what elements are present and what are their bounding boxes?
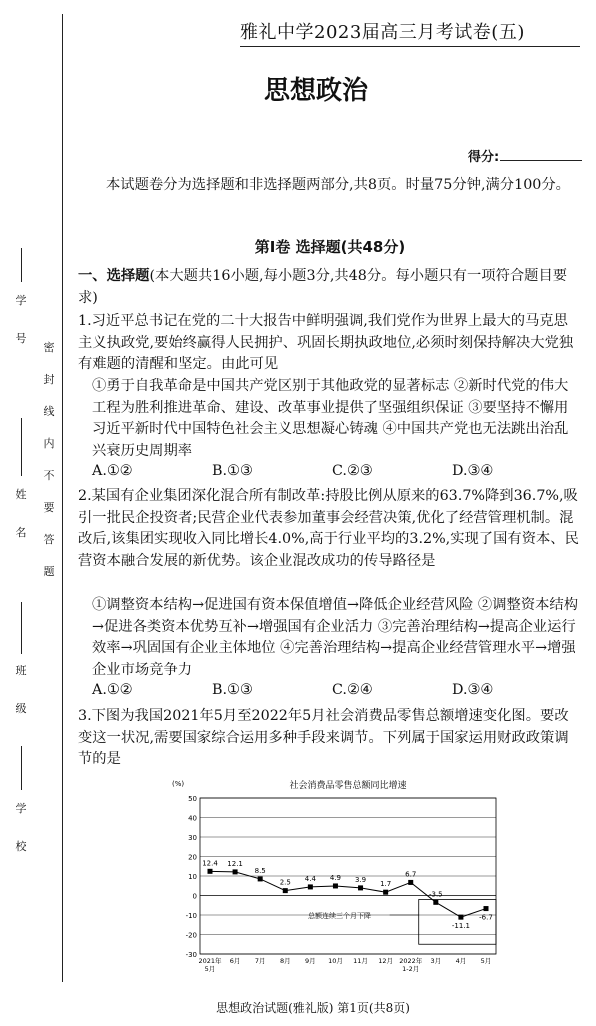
question-2-items: ①调整资本结构→促进国有资本保值增值→降低企业经营风险 ②调整资本结构→促进各类资本优势互补→增强国有企业活力 ③完善治理结构→提高企业运行效率→巩固国有企业主体地位 ④完善治理结构→提高企业经营管理水平→增强企业市场竞争力 — [92, 597, 578, 679]
data-label: 1.7 — [380, 880, 392, 889]
side-rule — [21, 746, 22, 790]
side-label-name: 姓 名 — [15, 488, 27, 539]
y-tick-label: 20 — [188, 853, 197, 862]
option-b[interactable]: B.①③ — [212, 682, 253, 698]
data-point — [283, 888, 288, 893]
data-label: 2.5 — [279, 878, 291, 887]
exam-title: 雅礼中学2023届高三月考试卷(五) — [240, 22, 525, 43]
x-tick-sublabel: 1-2月 — [402, 965, 420, 973]
y-tick-label: -20 — [185, 931, 197, 940]
data-point — [433, 900, 438, 905]
x-tick-label: 10月 — [328, 957, 343, 965]
side-rule — [21, 248, 22, 282]
series-line — [210, 871, 486, 917]
option-a[interactable]: A.①② — [92, 682, 133, 698]
intro-text: 本试题卷分为选择题和非选择题两部分,共8页。时量75分钟,满分100分。 — [106, 177, 570, 193]
x-tick-label: 8月 — [279, 957, 291, 965]
data-label: -6.7 — [479, 913, 493, 922]
data-label: 3.9 — [354, 875, 367, 884]
y-tick-label: -10 — [185, 912, 197, 920]
x-tick-label: 9月 — [305, 957, 316, 965]
option-c[interactable]: C.②③ — [332, 463, 373, 479]
data-label: 6.7 — [405, 870, 417, 879]
binding-line — [62, 14, 63, 982]
x-tick-sublabel: 5月 — [204, 965, 216, 973]
y-tick-label: 30 — [188, 834, 197, 842]
data-label: 4.4 — [304, 874, 316, 883]
score-blank[interactable] — [500, 160, 582, 161]
section-instruction — [78, 266, 582, 309]
page-footer: 思想政治试题(雅礼版) 第1页(共8页) — [216, 1001, 410, 1015]
data-point — [308, 884, 313, 889]
y-tick-label: 40 — [188, 814, 197, 823]
side-rule — [21, 418, 22, 476]
subject-title: 思想政治 — [263, 76, 368, 106]
instruction-text: (本大题共16小题,每小题3分,共48分。每小题只有一项符合题目要求) — [78, 268, 568, 306]
y-axis-unit: (%) — [172, 780, 185, 788]
option-c[interactable]: C.②④ — [332, 682, 373, 698]
seal-line-text: 密 封 线 内 不 要 答 题 — [43, 341, 55, 578]
data-label: -3.5 — [428, 890, 443, 899]
data-label: 4.9 — [329, 873, 342, 882]
question-1-items: ①勇于自我革命是中国共产党区别于其他政党的显著标志 ②新时代党的伟大工程为胜利推进革命、建设、改革事业提供了坚强组织保证 ③要坚持不懈用习近平新时代中国特色社会主义思想凝心铸魂 ④中国共产党也无法跳出治乱兴衰历史周期率 — [92, 378, 569, 460]
data-point — [258, 876, 263, 881]
chart-svg — [170, 776, 500, 976]
x-tick-label: 12月 — [378, 957, 394, 965]
data-label: 8.5 — [254, 866, 266, 875]
side-label-student-id: 学 号 — [15, 294, 27, 345]
option-a[interactable]: A.①② — [92, 463, 133, 479]
chart-title: 社会消费品零售总额同比增速 — [289, 781, 407, 791]
question-2-stem: 2.某国有企业集团深化混合所有制改革:持股比例从原来的63.7%降到36.7%,吸引一批民企投资者;民营企业代表参加董事会经营决策,优化了经营管理机制。混改后,该集团实现收入同比增长4.0%,高于行业平均的3.2%,实现了国有资本、民营资本融合发展的新优势。该企业混改成功的传导路径是 — [78, 488, 579, 570]
data-point — [484, 906, 489, 911]
data-point — [233, 869, 238, 874]
side-label-class: 班 级 — [15, 664, 27, 715]
data-point — [208, 869, 213, 874]
x-tick-label: 4月 — [455, 957, 467, 965]
data-point — [333, 883, 338, 888]
y-tick-label: 0 — [192, 892, 197, 901]
question-3-stem: 3.下图为我国2021年5月至2022年5月社会消费品零售总额增速变化图。要改变这一状况,需要国家综合运用多种手段来调节。下列属于国家运用财政政策调节的是 — [78, 708, 569, 768]
x-tick-label: 2022年 — [399, 957, 423, 965]
instruction-heading: 一、选择题 — [78, 268, 150, 284]
option-d[interactable]: D.③④ — [452, 463, 494, 479]
data-label: 12.1 — [227, 859, 243, 868]
data-point — [458, 915, 463, 920]
score-label: 得分: — [468, 150, 500, 165]
y-tick-label: -30 — [185, 951, 197, 959]
data-label: -11.1 — [451, 922, 470, 931]
x-tick-label: 11月 — [353, 957, 368, 965]
side-label-school: 学 校 — [15, 802, 27, 853]
x-tick-label: 6月 — [229, 957, 241, 965]
side-rule — [21, 602, 22, 654]
y-tick-label: 50 — [188, 795, 197, 803]
question-1-stem: 1.习近平总书记在党的二十大报告中鲜明强调,我们党作为世界上最大的马克思主义执政党,要始终赢得人民拥护、巩固长期执政地位,必须时刻保持解决大党独有难题的清醒和坚定。由此可见 — [78, 313, 574, 373]
retail-sales-chart — [170, 776, 500, 976]
x-tick-label: 5月 — [480, 957, 492, 965]
data-point — [383, 890, 388, 895]
data-point — [358, 885, 363, 890]
y-tick-label: 10 — [188, 873, 197, 881]
x-tick-label: 3月 — [430, 957, 442, 965]
x-tick-label: 7月 — [254, 957, 266, 965]
x-tick-label: 2021年 — [198, 957, 222, 965]
option-d[interactable]: D.③④ — [452, 682, 494, 698]
option-b[interactable]: B.①③ — [212, 463, 253, 479]
header-rule — [240, 46, 580, 47]
data-point — [408, 880, 413, 885]
data-label: 12.4 — [202, 859, 218, 868]
section-title: 第Ⅰ卷 选择题(共48分) — [254, 238, 406, 256]
chart-annotation: 总额连续三个月下降 — [307, 912, 371, 920]
